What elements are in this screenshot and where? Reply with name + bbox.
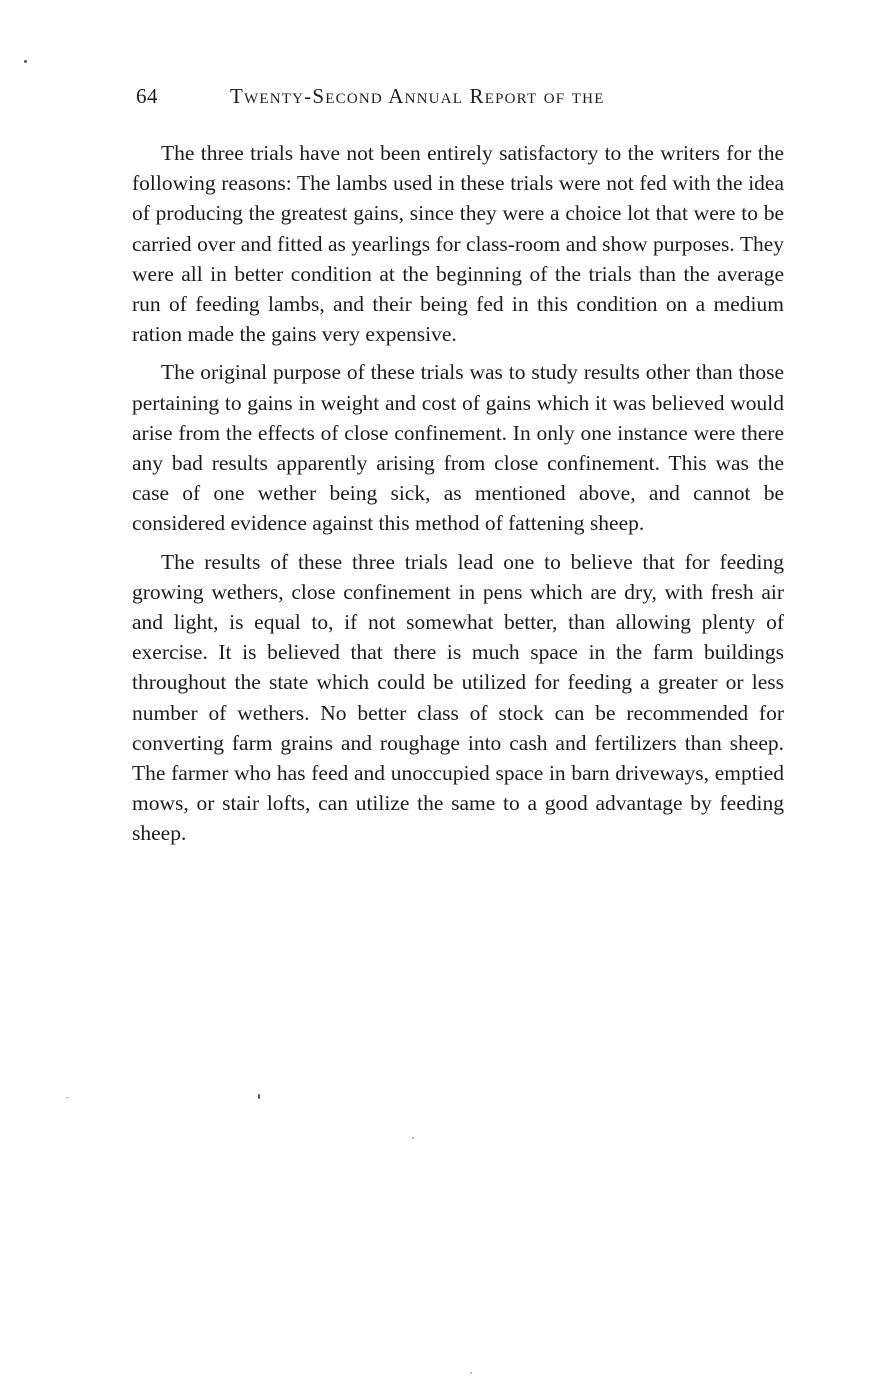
page-number: 64	[136, 84, 158, 108]
body-text	[132, 138, 784, 857]
page-header	[132, 84, 692, 114]
scan-speck	[470, 1372, 472, 1374]
running-head: Twenty-Second Annual Report of the	[230, 84, 605, 108]
paragraph-3: The results of these three trials lead one to believe that for feeding growing wethers, close confinement in pens which are dry, with fresh air and light, is equal to, if not somewhat better, than allowing plenty of exercise. It is believed that there is much space in the farm buildings throughout the state which could be utilized for feeding a greater or less number of wethers. No better class of stock can be recommended for converting farm grains and roughage into cash and fertilizers than sheep. The farmer who has feed and unoccupied space in barn driveways, emptied mows, or stair lofts, can utilize the same to a good advantage by feeding sheep.	[132, 549, 784, 846]
scan-speck	[258, 1094, 260, 1099]
scan-speck	[66, 1097, 69, 1098]
scan-speck	[24, 60, 27, 63]
scan-speck	[412, 1137, 414, 1139]
paragraph-2: The original purpose of these trials was to study results other than those pertaining to gains in weight and cost of gains which it was believed would arise from the effects of close confinement. In only one instance were there any bad results apparently arising from close confinement. This was the case of one wether being sick, as mentioned above, and cannot be considered evidence against this method of fattening sheep.	[132, 360, 784, 536]
paragraph-1: The three trials have not been entirely satisfactory to the writers for the following reasons: The lambs used in these trials were not fed with the idea of producing the greatest gains, since they were a choice lot that were to be carried over and fitted as yearlings for class-room and show purposes. They were all in better condition at the beginning of the trials than the average run of feeding lambs, and their being fed in this condition on a medium ration made the gains very expensive.	[132, 141, 784, 347]
